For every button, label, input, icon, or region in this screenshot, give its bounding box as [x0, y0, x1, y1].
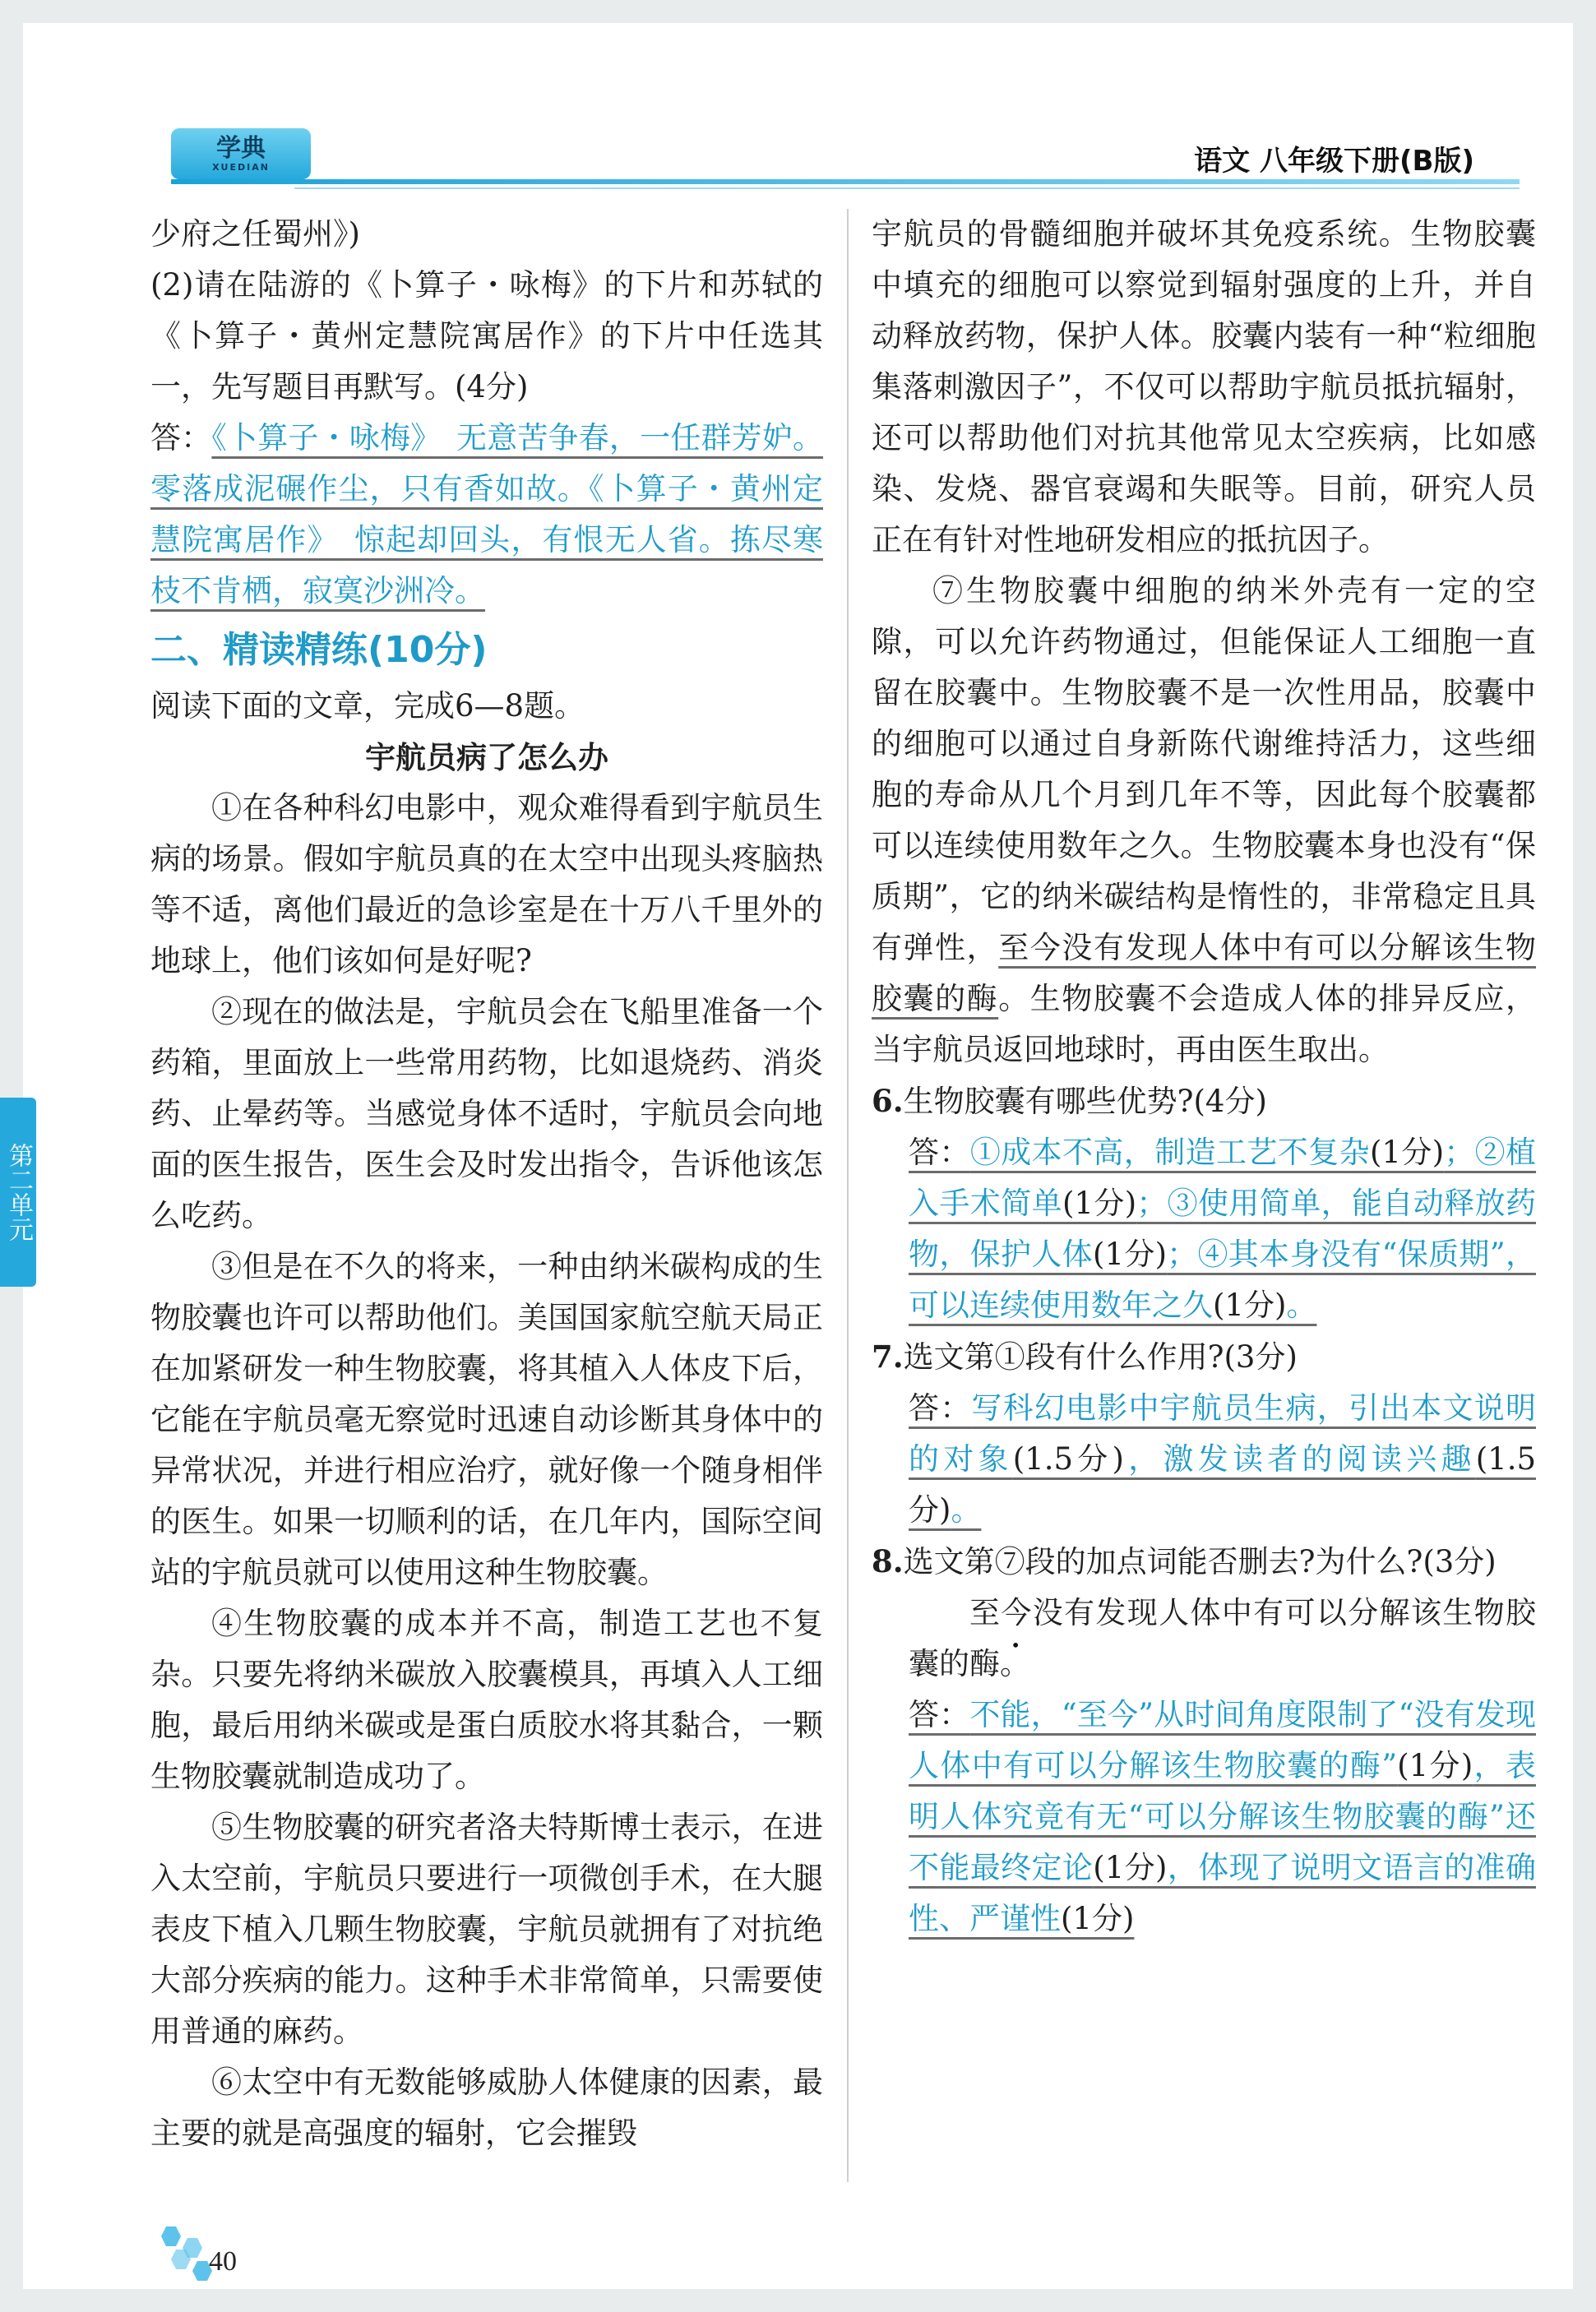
- answer-8-b: ，表明人体究竟有无“可以分解该生物胶囊的酶”还不能最终定论: [909, 1748, 1536, 1885]
- article-paragraph-7: [872, 566, 1536, 1075]
- reading-intro: 阅读下面的文章，完成6—8题。: [150, 688, 585, 724]
- answer-6: [872, 1127, 1536, 1331]
- article-paragraph-6-cont: 宇航员的骨髓细胞并破坏其免疫系统。生物胶囊中填充的细胞可以察觉到辐射强度的上升，并自动释放药物，保护人体。胶囊内装有一种“粒细胞集落刺激因子”，不仅可以帮助宇航员抵抗辐射，还可以帮助他们对抗其他常见太空疾病，比如感染、发烧、器官衰竭和失眠等。目前，研究人员正在有针对性地研发相应的抵抗因子。: [872, 216, 1536, 557]
- answer-label: 答：: [150, 420, 212, 455]
- question-5-2: (2)请在陆游的《卜算子・咏梅》的下片和苏轼的《卜算子・黄州定慧院寓居作》的下片中任选其一，先写题目再默写。(4分): [150, 267, 823, 405]
- answer-7-a: 写科幻电影中宇航员生病，引出本文说明的对象: [909, 1390, 1536, 1477]
- header-title: 语文 八年级下册(B版): [1194, 145, 1474, 178]
- answer-6-a: ①成本不高，制造工艺不复杂: [969, 1135, 1370, 1170]
- question-8-quote: [872, 1588, 1536, 1690]
- p7-text-b: 。生物胶囊不会造成人体的排异反应，当宇航员返回地球时，再由医生取出。: [872, 981, 1537, 1067]
- right-column: [872, 209, 1536, 1944]
- answer-7-end: 。: [951, 1492, 982, 1528]
- answer-8-c: ，体现了说明文语言的准确性、严谨性: [909, 1850, 1536, 1936]
- answer-6-score-1: (1分): [1370, 1135, 1445, 1170]
- answer-7-score-2: (1.5分): [909, 1441, 1536, 1528]
- left-column: [150, 209, 823, 2159]
- question-6: [872, 1075, 1536, 1127]
- article-paragraph-2: ②现在的做法是，宇航员会在飞船里准备一个药箱，里面放上一些常用药物，比如退烧药、消炎药、止晕药等。当感觉身体不适时，宇航员会向地面的医生报告，医生会及时发出指令，告诉他该怎么吃药。: [150, 994, 823, 1233]
- logo-main-text: 学典: [216, 133, 266, 163]
- question-8-number: 8.: [872, 1543, 904, 1579]
- answer-6-score-2: (1分): [1062, 1186, 1137, 1221]
- answer-6-label: 答：: [909, 1135, 970, 1170]
- column-divider: [847, 209, 849, 2182]
- answer-8-label: 答：: [909, 1697, 970, 1732]
- article-title: 宇航员病了怎么办: [365, 739, 608, 775]
- article-paragraph-5: ⑤生物胶囊的研究者洛夫特斯博士表示，在进入太空前，宇航员只要进行一项微创手术，在大腿表皮下植入几颗生物胶囊，宇航员就拥有了对抗绝大部分疾病的能力。这种手术非常简单，只需要使用普通的麻药。: [150, 1810, 823, 2049]
- answer-5-2: [150, 413, 823, 617]
- answer-7-label: 答：: [909, 1390, 972, 1426]
- answer-7: [872, 1383, 1536, 1536]
- question-8-text: 选文第⑦段的加点词能否删去?为什么?(3分): [903, 1544, 1497, 1579]
- article-paragraph-4: ④生物胶囊的成本并不高，制造工艺也不复杂。只要先将纳米碳放入胶囊模具，再填入人工细胞，最后用纳米碳或是蛋白质胶水将其黏合，一颗生物胶囊就制造成功了。: [150, 1606, 823, 1794]
- answer-8-score-2: (1分): [1093, 1850, 1168, 1885]
- question-7-number: 7.: [872, 1339, 904, 1375]
- question-7: [872, 1331, 1536, 1383]
- header-rule: [294, 187, 1520, 189]
- answer-8-score-3: (1分): [1061, 1901, 1135, 1936]
- hexagon-decoration: [161, 2226, 181, 2246]
- answer-text: 《卜算子・咏梅》 无意苦争春，一任群芳妒。零落成泥碾作尘，只有香如故。《卜算子・黄州定慧院寓居作》 惊起却回头，有恨无人省。拣尽寒枝不肯栖，寂寞沙洲冷。: [150, 420, 824, 608]
- unit-side-tab: 第二单元: [0, 1098, 36, 1287]
- answer-8-score-1: (1分): [1397, 1748, 1473, 1783]
- header-bar: [171, 179, 1520, 184]
- answer-6-c: ；③使用简单，能自动释放药物，保护人体: [909, 1186, 1537, 1272]
- p7-underlined: 至今没有发现人体中有可以分解该生物胶囊的酶: [872, 930, 1537, 1016]
- question-8: [872, 1536, 1536, 1588]
- question-6-number: 6.: [872, 1083, 904, 1119]
- answer-6-d: ；④其本身没有“保质期”，可以连续使用数年之久: [909, 1237, 1536, 1323]
- poem-question-tail: 少府之任蜀州》): [150, 216, 360, 252]
- question-8-quote-text: 今没有发现人体中有可以分解该生物胶囊的酶。: [909, 1595, 1537, 1681]
- answer-6-end: 。: [1286, 1288, 1317, 1323]
- article-paragraph-3: ③但是在不久的将来，一种由纳米碳构成的生物胶囊也许可以帮助他们。美国国家航空航天局正在加紧研发一种生物胶囊，将其植入人体皮下后，它能在宇航员毫无察觉时迅速自动诊断其身体中的异常状况，并进行相应治疗，就好像一个随身相伴的医生。如果一切顺利的话，在几年内，国际空间站的宇航员就可以使用这种生物胶囊。: [150, 1249, 823, 1590]
- answer-6-score-3: (1分): [1093, 1237, 1168, 1272]
- question-6-text: 生物胶囊有哪些优势?(4分): [903, 1084, 1267, 1119]
- answer-7-score-1: (1.5分): [1012, 1441, 1124, 1477]
- publisher-logo: [171, 128, 311, 179]
- answer-6-score-4: (1分): [1213, 1288, 1287, 1323]
- page: [23, 23, 1573, 2289]
- section-title: 二、精读精练(10分): [150, 629, 488, 671]
- answer-7-b: ，激发读者的阅读兴趣: [1123, 1441, 1476, 1477]
- emphasis-char: 至: [969, 1595, 1002, 1630]
- question-7-text: 选文第①段有什么作用?(3分): [903, 1339, 1298, 1375]
- p7-text-a: ⑦生物胶囊中细胞的纳米外壳有一定的空隙，可以允许药物通过，但能保证人工细胞一直留在胶囊中。生物胶囊不是一次性用品，胶囊中的细胞可以通过自身新陈代谢维持活力，这些细胞的寿命从几个月到几年不等，因此每个胶囊都可以连续使用数年之久。生物胶囊本身也没有“保质期”，它的纳米碳结构是惰性的，非常稳定且具有弹性，: [872, 573, 1536, 965]
- logo-sub-text: XUEDIAN: [212, 161, 270, 173]
- answer-8: [872, 1690, 1536, 1944]
- page-number: 40: [209, 2246, 237, 2277]
- answer-6-b: ；②植入手术简单: [909, 1135, 1537, 1221]
- article-paragraph-1: ①在各种科幻电影中，观众难得看到宇航员生病的场景。假如宇航员真的在太空中出现头疼脑热等不适，离他们最近的急诊室是在十万八千里外的地球上，他们该如何是好呢?: [150, 790, 823, 978]
- article-paragraph-6: ⑥太空中有无数能够威胁人体健康的因素，最主要的就是高强度的辐射，它会摧毁: [150, 2065, 823, 2151]
- answer-8-a: 不能，“至今”从时间角度限制了“没有发现人体中有可以分解该生物胶囊的酶”: [909, 1697, 1536, 1783]
